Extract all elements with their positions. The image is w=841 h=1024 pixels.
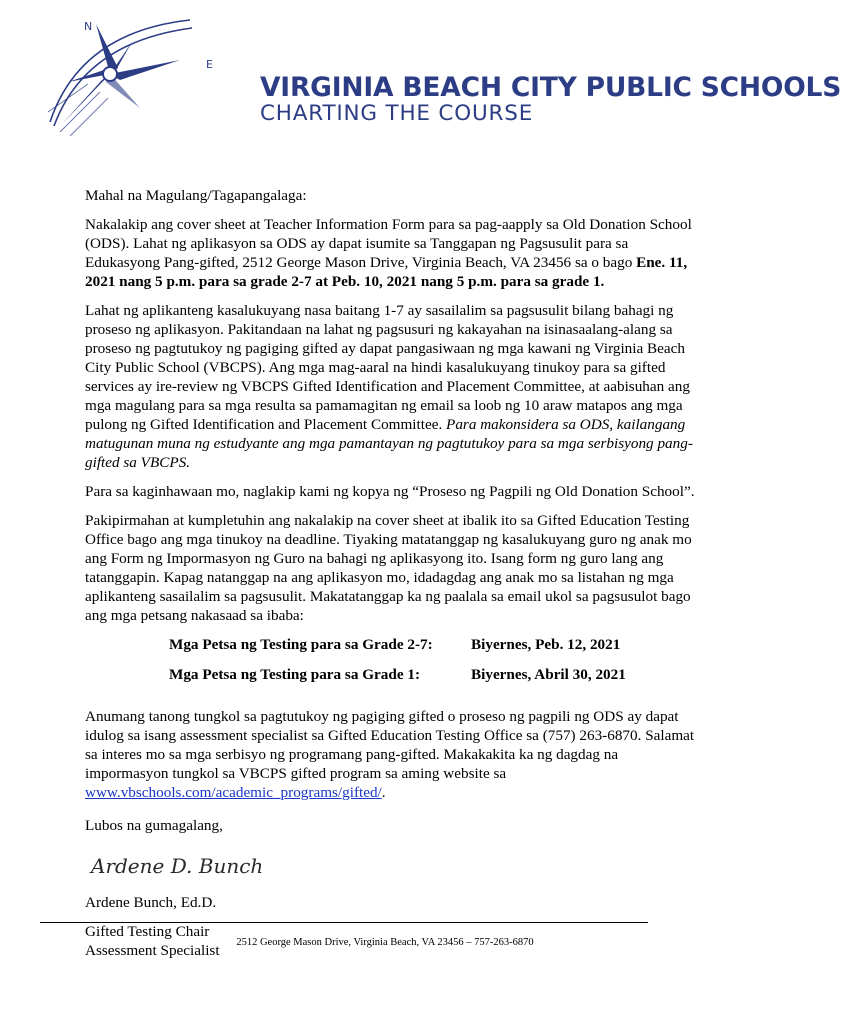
footer bbox=[0, 937, 770, 948]
closing: Lubos na gumagalang, bbox=[85, 817, 223, 834]
footer-address: 2512 George Mason Drive, Virginia Beach, VA 23456 bbox=[236, 937, 464, 948]
paragraph-testing-text: Lahat ng aplikanteng kasalukuyang nasa baitang 1-7 ay sasailalim sa pagsusulit bilang bahagi ng proseso ng aplikasyon. Pakitandaan na lahat ng pagsusuri ng kakayahan na isinasaalang-alang sa proseso ng pagtutukoy ng pagiging gifted ay dapat pangasiwaan ng mga kawani ng Virginia Beach City Public School (VBCPS). Ang mga mag-aaral na hindi kasalukuyang tinukoy para sa gifted services ay ire-review ng VBCPS Gifted Identification and Placement Committee, at aabisuhan ang mga magulang para sa mga resulta sa pamamagitan ng email sa loob ng 10 araw matapos ang mga pulong ng Gifted Identification and Placement Committee. bbox=[85, 302, 690, 433]
signer-title: Assessment Specialist bbox=[85, 942, 220, 959]
paragraph-application bbox=[85, 215, 705, 291]
testing-date-value: Biyernes, Abril 30, 2021 bbox=[471, 666, 626, 683]
org-tagline: CHARTING THE COURSE bbox=[260, 101, 534, 126]
testing-date-value: Biyernes, Peb. 12, 2021 bbox=[471, 636, 621, 653]
svg-text:Ardene D. Bunch: Ardene D. Bunch bbox=[91, 854, 264, 878]
paragraph-testing bbox=[85, 301, 705, 472]
compass-east-label: E bbox=[206, 58, 213, 71]
testing-dates bbox=[169, 635, 705, 695]
paragraph-questions-text: Anumang tanong tungkol sa pagtutukoy ng pagiging gifted o proseso ng pagpili ng ODS ay dapat idulog sa isang assessment specialist sa Gifted Education Testing Office sa (757) 263-6870. Salamat sa interes mo sa mga serbisyo ng programang pang-gifted. Makakakita ka ng dagdag na impormasyon tungkol sa VBCPS gifted program sa aming website sa bbox=[85, 708, 695, 782]
footer-separator: – bbox=[466, 937, 472, 948]
paragraph-questions-end: . bbox=[381, 784, 386, 801]
paragraph-attachment: Para sa kaginhawaan mo, naglakip kami ng kopya ng “Proseso ng Pagpili ng Old Donation School”. bbox=[85, 483, 695, 500]
paragraph-application-text: Nakalakip ang cover sheet at Teacher Information Form para sa pag-aapply sa Old Donation School (ODS). Lahat ng aplikasyon sa ODS ay dapat isumite sa Tanggapan ng Pagsusulit para sa Edukasyong Pang-gifted, 2512 George Mason Drive, Virginia Beach, VA 23456 sa o bago bbox=[85, 216, 692, 271]
handwritten-signature bbox=[87, 845, 264, 885]
gifted-program-link[interactable]: www.vbschools.com/academic_programs/gifted/ bbox=[85, 784, 382, 801]
footer-phone: 757-263-6870 bbox=[474, 937, 534, 948]
signer-name: Ardene Bunch, Ed.D. bbox=[85, 894, 217, 911]
ods-criteria-note: Para makonsidera sa ODS, kailangang matugunan muna ng estudyante ang mga pamantayan ng pagtutukoy para sa mga serbisyong pang-gifted sa VBCPS. bbox=[85, 416, 693, 471]
testing-date-row bbox=[169, 665, 705, 695]
letter-body bbox=[85, 186, 705, 960]
deadline-text: Ene. 11, 2021 nang 5 p.m. para sa grade 2-7 at Peb. 10, 2021 nang 5 p.m. para sa grade 1. bbox=[85, 254, 688, 290]
testing-date-row bbox=[169, 635, 705, 665]
salutation: Mahal na Magulang/Tagapangalaga: bbox=[85, 187, 307, 204]
letterhead bbox=[40, 12, 841, 142]
org-name: VIRGINIA BEACH CITY PUBLIC SCHOOLS bbox=[260, 72, 841, 103]
footer-divider bbox=[40, 922, 648, 923]
paragraph-instructions: Pakipirmahan at kumpletuhin ang nakalakip na cover sheet at ibalik ito sa Gifted Education Testing Office bago ang mga tinukoy na deadline. Tiyaking matatanggap ng kasalukuyang guro ng anak mo ang Form ng Impormasyon ng Guro na bahagi ng aplikasyong ito. Isang form ng guro lang ang tatanggapin. Kapag natanggap na ang aplikasyon mo, idadagdag ang anak mo sa listahan ng mga aplikanteng sasailalim sa pagsusulit. Makatatanggap ka ng paalala sa email ukol sa pagsusulot bago ang mga petsang nakasaad sa ibaba: bbox=[85, 512, 692, 624]
paragraph-questions bbox=[85, 707, 705, 802]
testing-date-label: Mga Petsa ng Testing para sa Grade 1: bbox=[169, 666, 421, 683]
testing-date-label: Mga Petsa ng Testing para sa Grade 2-7: bbox=[169, 636, 433, 653]
compass-rose-logo bbox=[40, 12, 270, 142]
compass-north-label: N bbox=[84, 20, 93, 33]
signer-title: Gifted Testing Chair bbox=[85, 923, 210, 940]
